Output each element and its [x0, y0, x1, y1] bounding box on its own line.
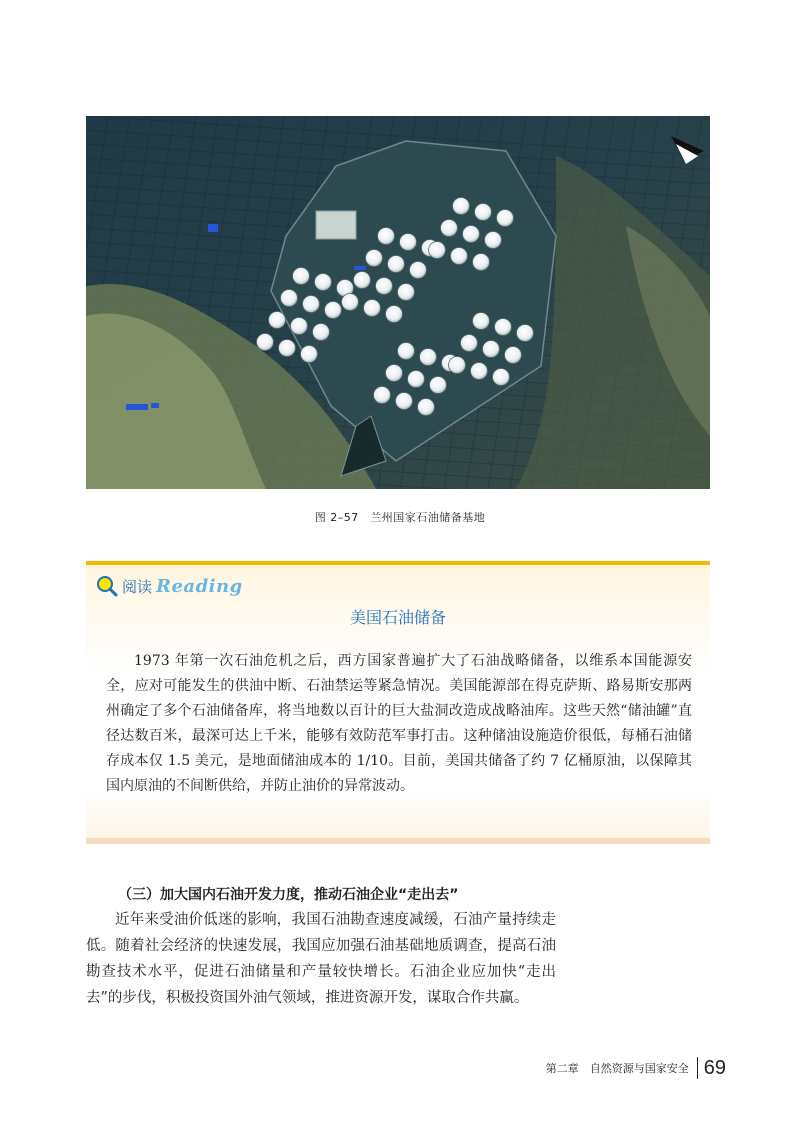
- storage-tank: [396, 393, 413, 410]
- storage-tank: [453, 198, 470, 215]
- storage-tank: [342, 294, 359, 311]
- storage-tank: [376, 278, 393, 295]
- storage-tank: [430, 377, 447, 394]
- storage-tank: [473, 254, 490, 271]
- storage-tank: [386, 306, 403, 323]
- reading-box: [86, 561, 710, 844]
- storage-tank: [449, 357, 466, 374]
- storage-tank: [493, 369, 510, 386]
- storage-tank: [461, 335, 478, 352]
- section-paragraph: 近年来受油价低迷的影响，我国石油勘查速度减缓，石油产量持续走低。随着社会经济的快速发展，我国应加强石油基础地质调查，提高石油勘查技术水平，促进石油储量和产量较快增长。石油企业应加快“走出去”的步伐，积极投资国外油气领域，推进资源开发，谋取合作共赢。: [86, 912, 556, 1006]
- storage-tank: [301, 346, 318, 363]
- storage-tank: [315, 274, 332, 291]
- storage-tank: [485, 232, 502, 249]
- figure-caption: 图 2–57 兰州国家石油储备基地: [314, 511, 486, 524]
- storage-tank: [374, 387, 391, 404]
- reading-top-bar: [86, 561, 710, 565]
- reading-body: [106, 649, 692, 799]
- page-number: 69: [703, 1056, 726, 1079]
- reading-header: [96, 571, 243, 601]
- storage-tank: [388, 256, 405, 273]
- storage-tank: [517, 325, 534, 342]
- storage-tank: [418, 399, 435, 416]
- storage-tank: [364, 300, 381, 317]
- storage-tank: [291, 318, 308, 335]
- storage-tank: [279, 340, 296, 357]
- reading-paragraph: 1973 年第一次石油危机之后，西方国家普遍扩大了石油战略储备，以维系本国能源安全，应对可能发生的供油中断、石油禁运等紧急情况。美国能源部在得克萨斯、路易斯安那两州确定了多个石油储备库，将当地数以百计的巨大盐洞改造成战略油库。这些天然“储油罐”直径达数百米，最深可达上千米，能够有效防范军事打击。这种储油设施造价很低，每桶石油储存成本仅 1.5 美元，是地面储油成本的 1/10。目前，美国共储备了约 7 亿桶原油，以保障其国内原油的不间断供给，并防止油价的异常波动。: [106, 653, 692, 794]
- storage-tank: [463, 226, 480, 243]
- page-footer: [546, 1055, 726, 1081]
- storage-tank: [483, 341, 500, 358]
- chapter-title: 第二章 自然资源与国家安全: [545, 1062, 689, 1075]
- storage-tank: [303, 296, 320, 313]
- storage-tank: [281, 290, 298, 307]
- storage-tank: [429, 242, 446, 259]
- storage-tank: [475, 204, 492, 221]
- storage-tank: [293, 268, 310, 285]
- storage-tank: [451, 248, 468, 265]
- storage-tank: [325, 302, 342, 319]
- storage-tank: [495, 319, 512, 336]
- reading-label: 阅读: [122, 577, 153, 596]
- storage-tank: [473, 313, 490, 330]
- reading-title: 美国石油储备: [349, 608, 446, 627]
- storage-tank: [378, 228, 395, 245]
- storage-tank: [386, 365, 403, 382]
- satellite-photo: [86, 116, 710, 489]
- section: [86, 883, 556, 1011]
- storage-tank: [410, 262, 427, 279]
- storage-tank: [366, 250, 383, 267]
- storage-tank: [354, 272, 371, 289]
- storage-tank: [441, 220, 458, 237]
- storage-tank: [505, 347, 522, 364]
- storage-tank: [497, 210, 514, 227]
- footer-divider: [697, 1057, 698, 1079]
- storage-tank: [420, 349, 437, 366]
- storage-tank: [398, 284, 415, 301]
- magnifier-icon: [96, 575, 118, 597]
- section-heading: （三）加大国内石油开发力度，推动石油企业“走出去”: [118, 887, 459, 903]
- oil-depot-satellite-image: [86, 116, 710, 489]
- storage-tank: [269, 312, 286, 329]
- storage-tank: [398, 343, 415, 360]
- storage-tank: [471, 363, 488, 380]
- storage-tank: [313, 324, 330, 341]
- storage-tank: [257, 334, 274, 351]
- storage-tank: [408, 371, 425, 388]
- reading-bottom-bar: [86, 838, 710, 844]
- storage-tank: [400, 234, 417, 251]
- reading-label-en: Reading: [156, 575, 243, 597]
